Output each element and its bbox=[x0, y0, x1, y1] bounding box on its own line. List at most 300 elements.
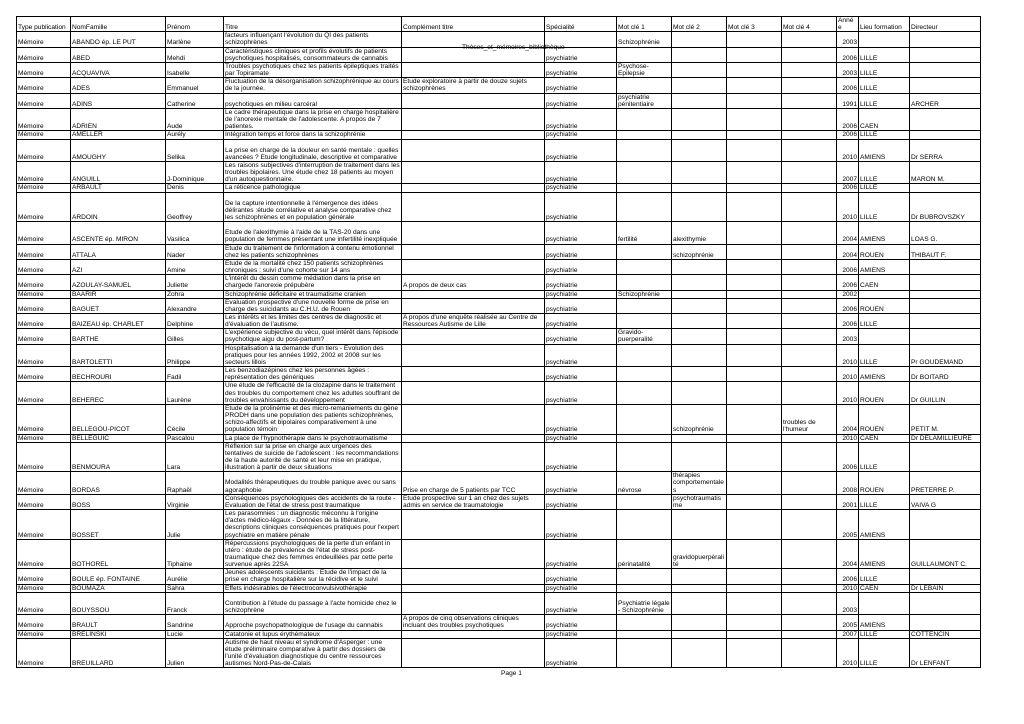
location-cell[interactable]: LILLE bbox=[859, 131, 910, 139]
year-cell[interactable]: 2006 bbox=[837, 442, 859, 472]
title-cell[interactable]: Etude du traitement de l'information à contenu émotionnel chez les patients schizophrènes bbox=[224, 244, 402, 259]
lastname-cell[interactable]: BAIZEAU ép. CHARLET bbox=[71, 314, 166, 329]
lastname-cell[interactable]: BEHEREC bbox=[71, 382, 166, 404]
keyword3-cell[interactable] bbox=[727, 592, 782, 614]
lastname-cell[interactable]: AMOUGHY bbox=[71, 139, 166, 161]
location-cell[interactable]: LILLE bbox=[859, 47, 910, 62]
type-cell[interactable]: Mémoire bbox=[17, 78, 71, 93]
keyword2-cell[interactable] bbox=[672, 314, 727, 329]
column-header[interactable]: Lieu formation bbox=[859, 17, 910, 32]
type-cell[interactable]: Mémoire bbox=[17, 314, 71, 329]
year-cell[interactable]: 2004 bbox=[837, 244, 859, 259]
location-cell[interactable] bbox=[859, 290, 910, 298]
keyword3-cell[interactable] bbox=[727, 275, 782, 290]
keyword3-cell[interactable] bbox=[727, 184, 782, 192]
keyword3-cell[interactable] bbox=[727, 93, 782, 108]
director-cell[interactable] bbox=[910, 592, 981, 614]
year-cell[interactable]: 2003 bbox=[837, 329, 859, 344]
year-cell[interactable]: 2007 bbox=[837, 630, 859, 638]
title-cell[interactable]: Fluctuation de la désorganisation schizophrénique au cours de la journée. bbox=[224, 78, 402, 93]
subtitle-cell[interactable] bbox=[402, 442, 545, 472]
keyword4-cell[interactable] bbox=[782, 298, 837, 313]
firstname-cell[interactable]: Lara bbox=[166, 442, 224, 472]
type-cell[interactable]: Mémoire bbox=[17, 329, 71, 344]
location-cell[interactable]: LILLE bbox=[859, 78, 910, 93]
keyword2-cell[interactable] bbox=[672, 192, 727, 222]
firstname-cell[interactable]: Juliette bbox=[166, 275, 224, 290]
location-cell[interactable]: ROUEN bbox=[859, 404, 910, 434]
specialty-cell[interactable]: psychiatrie bbox=[545, 244, 617, 259]
year-cell[interactable]: 2010 bbox=[837, 584, 859, 592]
title-cell[interactable]: Hospitalisation à la demande d'un tiers - Evolution des pratiques pour les années 1992, 2002 et 2008 sur les secteurs lillois bbox=[224, 344, 402, 366]
location-cell[interactable]: LILLE bbox=[859, 192, 910, 222]
firstname-cell[interactable]: Philippe bbox=[166, 344, 224, 366]
title-cell[interactable]: Les benzodiazépines chez les personnes âgées : représentation des génériques bbox=[224, 367, 402, 382]
type-cell[interactable]: Mémoire bbox=[17, 382, 71, 404]
column-header[interactable]: Type publication bbox=[17, 17, 71, 32]
title-cell[interactable]: Les raisons subjectives d'interruption de traitement dans les troubles bipolaires. Une étude chez 18 patients au moyen d'un autoquestionnaire. bbox=[225, 161, 400, 184]
title-cell[interactable]: L'intérêt du dessin comme médiation dans la prise en chargede l'anorexie prépubère bbox=[224, 275, 402, 290]
lastname-cell[interactable]: BOUYSSOU bbox=[71, 592, 166, 614]
firstname-cell[interactable]: Delphine bbox=[166, 314, 224, 329]
keyword1-cell[interactable] bbox=[617, 314, 672, 329]
keyword2-cell[interactable] bbox=[672, 32, 727, 47]
keyword4-cell[interactable] bbox=[782, 630, 837, 638]
firstname-cell[interactable]: Zohra bbox=[166, 290, 224, 298]
director-cell[interactable]: PETIT M. bbox=[910, 404, 981, 434]
director-cell[interactable]: Dr BUBROVSZKY bbox=[910, 192, 981, 222]
director-cell[interactable]: Dr BOITARD bbox=[910, 367, 981, 382]
director-cell[interactable]: COTTENCIN bbox=[910, 630, 981, 638]
subtitle-cell[interactable] bbox=[402, 93, 545, 108]
type-cell[interactable]: Mémoire bbox=[17, 630, 71, 638]
subtitle-cell[interactable] bbox=[402, 222, 545, 244]
keyword4-cell[interactable] bbox=[782, 93, 837, 108]
subtitle-cell[interactable] bbox=[402, 382, 545, 404]
type-cell[interactable]: Mémoire bbox=[17, 584, 71, 592]
director-cell[interactable]: LOAS G. bbox=[910, 222, 981, 244]
location-cell[interactable] bbox=[859, 32, 910, 47]
keyword4-cell[interactable] bbox=[782, 510, 837, 540]
keyword1-cell[interactable]: fertilité bbox=[617, 222, 672, 244]
title-cell[interactable]: facteurs influençant l'évolution du QI des patients schizophrènes bbox=[224, 32, 402, 47]
keyword4-cell[interactable] bbox=[782, 275, 837, 290]
subtitle-cell[interactable]: A propos de cinq observations cliniques incluant des troubles psychotiques bbox=[402, 615, 545, 630]
director-cell[interactable]: VAIVA G bbox=[910, 494, 981, 509]
specialty-cell[interactable]: psychiatrie bbox=[545, 434, 617, 442]
column-header[interactable]: Mot clé 2 bbox=[672, 17, 727, 32]
lastname-cell[interactable]: BECHROURI bbox=[71, 367, 166, 382]
location-cell[interactable]: AMIENS bbox=[859, 510, 910, 540]
title-cell[interactable]: Troubles psychotiques chez les patients épileptiques traités par Topiramate bbox=[224, 62, 402, 77]
keyword1-cell[interactable] bbox=[617, 184, 672, 192]
specialty-cell[interactable]: psychiatrie bbox=[545, 93, 617, 108]
director-cell[interactable] bbox=[910, 108, 981, 130]
keyword4-cell[interactable] bbox=[782, 139, 837, 161]
keyword3-cell[interactable] bbox=[727, 382, 782, 404]
type-cell[interactable]: Mémoire bbox=[17, 638, 71, 668]
year-cell[interactable]: 2006 bbox=[837, 569, 859, 584]
keyword2-cell[interactable] bbox=[672, 78, 727, 93]
year-cell[interactable]: 2003 bbox=[837, 592, 859, 614]
type-cell[interactable]: Mémoire bbox=[17, 32, 71, 47]
specialty-cell[interactable]: psychiatrie bbox=[545, 78, 617, 93]
specialty-cell[interactable]: psychiatrie bbox=[545, 259, 617, 274]
keyword2-cell[interactable] bbox=[672, 615, 727, 630]
specialty-cell[interactable]: psychiatrie bbox=[545, 539, 617, 569]
keyword2-cell[interactable] bbox=[672, 592, 727, 614]
title-cell[interactable]: Jeunes adolescents suicidants : Etude de l'impact de la prise en charge hospitalière sur la récidive et le suivi bbox=[224, 569, 402, 584]
firstname-cell[interactable]: Julien bbox=[166, 638, 224, 668]
lastname-cell[interactable]: AZOULAY-SAMUEL bbox=[71, 275, 166, 290]
location-cell[interactable]: CAEN bbox=[859, 108, 910, 130]
firstname-cell[interactable]: Raphaël bbox=[166, 472, 224, 494]
year-cell[interactable]: 2006 bbox=[837, 184, 859, 192]
firstname-cell[interactable]: Vasilica bbox=[166, 222, 224, 244]
subtitle-cell[interactable] bbox=[402, 259, 545, 274]
type-cell[interactable]: Mémoire bbox=[17, 108, 71, 130]
keyword2-cell[interactable] bbox=[672, 131, 727, 139]
column-header[interactable]: Prénom bbox=[166, 17, 224, 32]
location-cell[interactable]: ROUEN bbox=[859, 472, 910, 494]
lastname-cell[interactable]: AZI bbox=[71, 259, 166, 274]
year-cell[interactable]: 2001 bbox=[837, 494, 859, 509]
subtitle-cell[interactable] bbox=[402, 329, 545, 344]
director-cell[interactable] bbox=[910, 259, 981, 274]
subtitle-cell[interactable] bbox=[402, 298, 545, 313]
title-cell[interactable]: Réflexion sur la prise en charge aux urgences des tentatives de suicide de l'adolescent : les recommandations de la haute autorité de santé et leur mise en pratique, illustration à partir de deux situations bbox=[224, 442, 402, 472]
specialty-cell[interactable]: psychiatrie bbox=[545, 161, 617, 183]
column-header[interactable]: Spécialité bbox=[545, 17, 617, 32]
year-cell[interactable]: 2006 bbox=[837, 259, 859, 274]
title-cell[interactable]: Approche psychopathologique de l'usage du cannabis bbox=[224, 615, 402, 630]
keyword2-cell[interactable] bbox=[672, 382, 727, 404]
column-header[interactable]: Mot clé 3 bbox=[727, 17, 782, 32]
keyword1-cell[interactable] bbox=[617, 382, 672, 404]
keyword3-cell[interactable] bbox=[727, 638, 782, 668]
specialty-cell[interactable]: psychiatrie bbox=[545, 184, 617, 192]
keyword4-cell[interactable] bbox=[782, 290, 837, 298]
keyword4-cell[interactable] bbox=[782, 108, 837, 130]
firstname-cell[interactable]: Laurène bbox=[166, 382, 224, 404]
firstname-cell[interactable]: Amine bbox=[166, 259, 224, 274]
keyword2-cell[interactable] bbox=[672, 638, 727, 668]
specialty-cell[interactable]: psychiatrie bbox=[545, 367, 617, 382]
type-cell[interactable]: Mémoire bbox=[17, 131, 71, 139]
specialty-cell[interactable]: psychiatrie bbox=[545, 630, 617, 638]
location-cell[interactable]: AMIENS bbox=[859, 367, 910, 382]
type-cell[interactable]: Mémoire bbox=[17, 442, 71, 472]
title-cell[interactable]: Evaluation prospective d'une nouvelle forme de prise en charge des suicidants au C.H.U. de Rouen bbox=[224, 298, 402, 313]
lastname-cell[interactable]: ABANDO ép. LE PUT bbox=[71, 32, 166, 47]
location-cell[interactable] bbox=[859, 592, 910, 614]
keyword4-cell[interactable] bbox=[782, 131, 837, 139]
type-cell[interactable]: Mémoire bbox=[17, 344, 71, 366]
director-cell[interactable]: Dr DELAMILLIEURE bbox=[910, 434, 981, 442]
year-cell[interactable]: 2002 bbox=[837, 290, 859, 298]
keyword1-cell[interactable] bbox=[617, 275, 672, 290]
director-cell[interactable] bbox=[910, 298, 981, 313]
specialty-cell[interactable]: psychiatrie bbox=[545, 314, 617, 329]
firstname-cell[interactable]: Geoffrey bbox=[166, 192, 224, 222]
firstname-cell[interactable]: Aurély bbox=[166, 131, 224, 139]
type-cell[interactable]: Mémoire bbox=[17, 404, 71, 434]
specialty-cell[interactable]: psychiatrie bbox=[545, 298, 617, 313]
location-cell[interactable]: LILLE bbox=[859, 494, 910, 509]
keyword2-cell[interactable] bbox=[672, 442, 727, 472]
keyword3-cell[interactable] bbox=[727, 139, 782, 161]
subtitle-cell[interactable] bbox=[402, 139, 545, 161]
keyword1-cell[interactable] bbox=[617, 615, 672, 630]
year-cell[interactable]: 2010 bbox=[837, 367, 859, 382]
keyword3-cell[interactable] bbox=[727, 630, 782, 638]
keyword2-cell[interactable] bbox=[672, 367, 727, 382]
firstname-cell[interactable]: Aurélie bbox=[166, 569, 224, 584]
keyword2-cell[interactable] bbox=[672, 434, 727, 442]
title-cell[interactable]: Etude de la prolinémie et des micro-remaniements du gène PRODH dans une population des patients schizophrènes, schizo-affectifs et bipolaires comparativement à une population témoin bbox=[224, 404, 402, 434]
firstname-cell[interactable]: Tiphaine bbox=[166, 539, 224, 569]
firstname-cell[interactable]: J-Dominique bbox=[166, 161, 224, 183]
keyword1-cell[interactable]: névrose bbox=[617, 472, 672, 494]
keyword1-cell[interactable] bbox=[617, 131, 672, 139]
keyword4-cell[interactable] bbox=[782, 434, 837, 442]
keyword1-cell[interactable]: Psychose-Epilepsie bbox=[617, 62, 672, 77]
keyword3-cell[interactable] bbox=[727, 108, 782, 130]
keyword1-cell[interactable] bbox=[617, 161, 672, 183]
keyword2-cell[interactable] bbox=[672, 108, 727, 130]
type-cell[interactable]: Mémoire bbox=[17, 47, 71, 62]
keyword3-cell[interactable] bbox=[727, 367, 782, 382]
firstname-cell[interactable]: Sahra bbox=[166, 584, 224, 592]
keyword2-cell[interactable] bbox=[672, 47, 727, 62]
keyword3-cell[interactable] bbox=[727, 222, 782, 244]
location-cell[interactable]: LILLE bbox=[859, 442, 910, 472]
lastname-cell[interactable]: BRELINSKI bbox=[71, 630, 166, 638]
keyword3-cell[interactable] bbox=[727, 314, 782, 329]
year-cell[interactable]: 2005 bbox=[837, 615, 859, 630]
keyword1-cell[interactable]: psychiatrie pénitentiaire bbox=[617, 93, 672, 108]
specialty-cell[interactable]: psychiatrie bbox=[545, 329, 617, 344]
director-cell[interactable] bbox=[910, 32, 981, 47]
director-cell[interactable]: PRETERRE P. bbox=[910, 472, 981, 494]
keyword1-cell[interactable] bbox=[617, 442, 672, 472]
location-cell[interactable]: AMIENS bbox=[859, 222, 910, 244]
keyword1-cell[interactable]: Psychiatrie légale - Schizophrénie bbox=[617, 592, 672, 614]
location-cell[interactable]: LILLE bbox=[859, 161, 910, 183]
year-cell[interactable]: 2010 bbox=[837, 638, 859, 668]
director-cell[interactable]: Dr GUILLIN bbox=[910, 382, 981, 404]
keyword3-cell[interactable] bbox=[727, 615, 782, 630]
keyword2-cell[interactable] bbox=[672, 93, 727, 108]
firstname-cell[interactable]: Julie bbox=[166, 510, 224, 540]
title-cell[interactable]: psychotiques en milieu carcéral bbox=[224, 93, 402, 108]
firstname-cell[interactable]: Aude bbox=[166, 108, 224, 130]
title-cell[interactable]: La réticence pathologique bbox=[224, 184, 402, 192]
keyword3-cell[interactable] bbox=[727, 290, 782, 298]
keyword4-cell[interactable] bbox=[782, 494, 837, 509]
keyword1-cell[interactable] bbox=[617, 244, 672, 259]
keyword2-cell[interactable] bbox=[672, 344, 727, 366]
location-cell[interactable]: LILLE bbox=[859, 62, 910, 77]
location-cell[interactable]: AMIENS bbox=[859, 139, 910, 161]
keyword2-cell[interactable] bbox=[672, 510, 727, 540]
title-cell[interactable]: De la capture intentionnelle à l'émergence des idées délirantes :étude corrélative et analyse comparative chez les schizophrènes et en population générale bbox=[224, 192, 402, 222]
director-cell[interactable] bbox=[910, 78, 981, 93]
lastname-cell[interactable]: ADES bbox=[71, 78, 166, 93]
director-cell[interactable]: ARCHER bbox=[910, 93, 981, 108]
keyword4-cell[interactable] bbox=[782, 382, 837, 404]
location-cell[interactable]: LILLE bbox=[859, 314, 910, 329]
location-cell[interactable]: CAEN bbox=[859, 584, 910, 592]
type-cell[interactable]: Mémoire bbox=[17, 290, 71, 298]
type-cell[interactable]: Mémoire bbox=[17, 615, 71, 630]
year-cell[interactable]: 1991 bbox=[837, 93, 859, 108]
title-cell[interactable]: Conséquences psychologiques des accidents de la route - Evaluation de l'état de stress post traumatique bbox=[224, 494, 402, 509]
keyword2-cell[interactable] bbox=[672, 290, 727, 298]
type-cell[interactable]: Mémoire bbox=[17, 298, 71, 313]
subtitle-cell[interactable] bbox=[402, 344, 545, 366]
director-cell[interactable] bbox=[910, 569, 981, 584]
location-cell[interactable]: LILLE bbox=[859, 93, 910, 108]
keyword4-cell[interactable] bbox=[782, 161, 837, 183]
keyword4-cell[interactable] bbox=[782, 259, 837, 274]
keyword2-cell[interactable] bbox=[672, 584, 727, 592]
type-cell[interactable]: Mémoire bbox=[17, 569, 71, 584]
type-cell[interactable]: Mémoire bbox=[17, 510, 71, 540]
subtitle-cell[interactable] bbox=[402, 244, 545, 259]
location-cell[interactable]: CAEN bbox=[859, 434, 910, 442]
title-cell[interactable]: Intégration temps et force dans la schizophrénie bbox=[224, 131, 402, 139]
year-cell[interactable]: 2006 bbox=[837, 108, 859, 130]
location-cell[interactable]: ROUEN bbox=[859, 298, 910, 313]
specialty-cell[interactable]: psychiatrie bbox=[545, 108, 617, 130]
subtitle-cell[interactable] bbox=[402, 404, 545, 434]
keyword2-cell[interactable] bbox=[672, 184, 727, 192]
specialty-cell[interactable]: psychiatrie bbox=[545, 472, 617, 494]
keyword3-cell[interactable] bbox=[727, 510, 782, 540]
keyword1-cell[interactable] bbox=[617, 404, 672, 434]
lastname-cell[interactable]: ABED bbox=[71, 47, 166, 62]
firstname-cell[interactable]: Mehdi bbox=[166, 47, 224, 62]
specialty-cell[interactable]: psychiatrie bbox=[545, 382, 617, 404]
director-cell[interactable] bbox=[910, 47, 981, 62]
firstname-cell[interactable]: Marlène bbox=[166, 32, 224, 47]
lastname-cell[interactable]: BAARIR bbox=[71, 290, 166, 298]
firstname-cell[interactable]: Pascalou bbox=[166, 434, 224, 442]
title-cell[interactable]: Une étude de l'efficacité de la clozapine dans le traitement des troubles du comportement chez les adultes souffrant de troubles envahissants du développement bbox=[225, 382, 400, 404]
keyword4-cell[interactable] bbox=[782, 442, 837, 472]
firstname-cell[interactable]: Gilles bbox=[166, 329, 224, 344]
subtitle-cell[interactable]: Etude prospective sur 1 an chez des sujets admis en service de traumatologie bbox=[402, 494, 545, 509]
type-cell[interactable]: Mémoire bbox=[17, 472, 71, 494]
year-cell[interactable]: 2006 bbox=[837, 298, 859, 313]
subtitle-cell[interactable] bbox=[402, 131, 545, 139]
keyword1-cell[interactable] bbox=[617, 584, 672, 592]
location-cell[interactable]: AMIENS bbox=[859, 615, 910, 630]
keyword4-cell[interactable] bbox=[782, 472, 837, 494]
keyword1-cell[interactable] bbox=[617, 630, 672, 638]
keyword1-cell[interactable] bbox=[617, 344, 672, 366]
year-cell[interactable]: 2006 bbox=[837, 47, 859, 62]
keyword4-cell[interactable] bbox=[782, 244, 837, 259]
type-cell[interactable]: Mémoire bbox=[17, 434, 71, 442]
column-header[interactable]: NomFamille bbox=[71, 17, 166, 32]
keyword2-cell[interactable]: gravidopuerpéralité bbox=[672, 539, 727, 569]
year-cell[interactable]: 2006 bbox=[837, 314, 859, 329]
firstname-cell[interactable]: Lucie bbox=[166, 630, 224, 638]
firstname-cell[interactable]: Alexandre bbox=[166, 298, 224, 313]
director-cell[interactable] bbox=[910, 290, 981, 298]
keyword2-cell[interactable] bbox=[672, 329, 727, 344]
keyword3-cell[interactable] bbox=[727, 344, 782, 366]
lastname-cell[interactable]: BARTHE bbox=[71, 329, 166, 344]
keyword4-cell[interactable] bbox=[782, 539, 837, 569]
keyword1-cell[interactable] bbox=[617, 139, 672, 161]
keyword4-cell[interactable] bbox=[782, 78, 837, 93]
location-cell[interactable]: LILLE bbox=[859, 344, 910, 366]
year-cell[interactable]: 2006 bbox=[837, 78, 859, 93]
keyword1-cell[interactable] bbox=[617, 298, 672, 313]
keyword2-cell[interactable]: alexithymie bbox=[672, 222, 727, 244]
keyword1-cell[interactable] bbox=[617, 192, 672, 222]
firstname-cell[interactable]: Emmanuel bbox=[166, 78, 224, 93]
keyword4-cell[interactable] bbox=[782, 192, 837, 222]
year-cell[interactable]: 2006 bbox=[837, 131, 859, 139]
keyword4-cell[interactable] bbox=[782, 367, 837, 382]
firstname-cell[interactable]: Denis bbox=[166, 184, 224, 192]
keyword3-cell[interactable] bbox=[727, 569, 782, 584]
keyword3-cell[interactable] bbox=[727, 32, 782, 47]
lastname-cell[interactable]: ADRIEN bbox=[71, 108, 166, 130]
keyword1-cell[interactable] bbox=[617, 434, 672, 442]
subtitle-cell[interactable] bbox=[402, 367, 545, 382]
lastname-cell[interactable]: BELLEGOU-PICOT bbox=[71, 404, 166, 434]
keyword1-cell[interactable]: Schizophrénie bbox=[617, 290, 672, 298]
column-header[interactable]: Année bbox=[837, 17, 859, 32]
director-cell[interactable]: Dr LENFANT bbox=[910, 638, 981, 668]
lastname-cell[interactable]: ACQUAVIVA bbox=[71, 62, 166, 77]
director-cell[interactable]: Dr LEBAIN bbox=[910, 584, 981, 592]
specialty-cell[interactable]: psychiatrie bbox=[545, 404, 617, 434]
lastname-cell[interactable]: BREUILLARD bbox=[71, 638, 166, 668]
type-cell[interactable]: Mémoire bbox=[17, 192, 71, 222]
firstname-cell[interactable]: Virginie bbox=[166, 494, 224, 509]
firstname-cell[interactable]: Catherine bbox=[166, 93, 224, 108]
lastname-cell[interactable]: BENMOURA bbox=[71, 442, 166, 472]
keyword3-cell[interactable] bbox=[727, 442, 782, 472]
director-cell[interactable] bbox=[910, 275, 981, 290]
director-cell[interactable] bbox=[910, 510, 981, 540]
keyword4-cell[interactable] bbox=[782, 184, 837, 192]
lastname-cell[interactable]: BOSS bbox=[71, 494, 166, 509]
year-cell[interactable]: 2010 bbox=[837, 344, 859, 366]
lastname-cell[interactable]: BARTOLETTI bbox=[71, 344, 166, 366]
year-cell[interactable]: 2010 bbox=[837, 192, 859, 222]
director-cell[interactable] bbox=[910, 442, 981, 472]
director-cell[interactable]: GUILLAUMONT C. bbox=[910, 539, 981, 569]
year-cell[interactable]: 2008 bbox=[837, 472, 859, 494]
specialty-cell[interactable]: psychiatrie bbox=[545, 222, 617, 244]
keyword2-cell[interactable] bbox=[672, 161, 727, 183]
keyword1-cell[interactable] bbox=[617, 569, 672, 584]
location-cell[interactable]: AMIENS bbox=[859, 539, 910, 569]
type-cell[interactable]: Mémoire bbox=[17, 161, 71, 183]
year-cell[interactable]: 2007 bbox=[837, 161, 859, 183]
specialty-cell[interactable]: psychiatrie bbox=[545, 494, 617, 509]
subtitle-cell[interactable] bbox=[402, 290, 545, 298]
keyword2-cell[interactable] bbox=[672, 259, 727, 274]
subtitle-cell[interactable] bbox=[402, 108, 545, 130]
